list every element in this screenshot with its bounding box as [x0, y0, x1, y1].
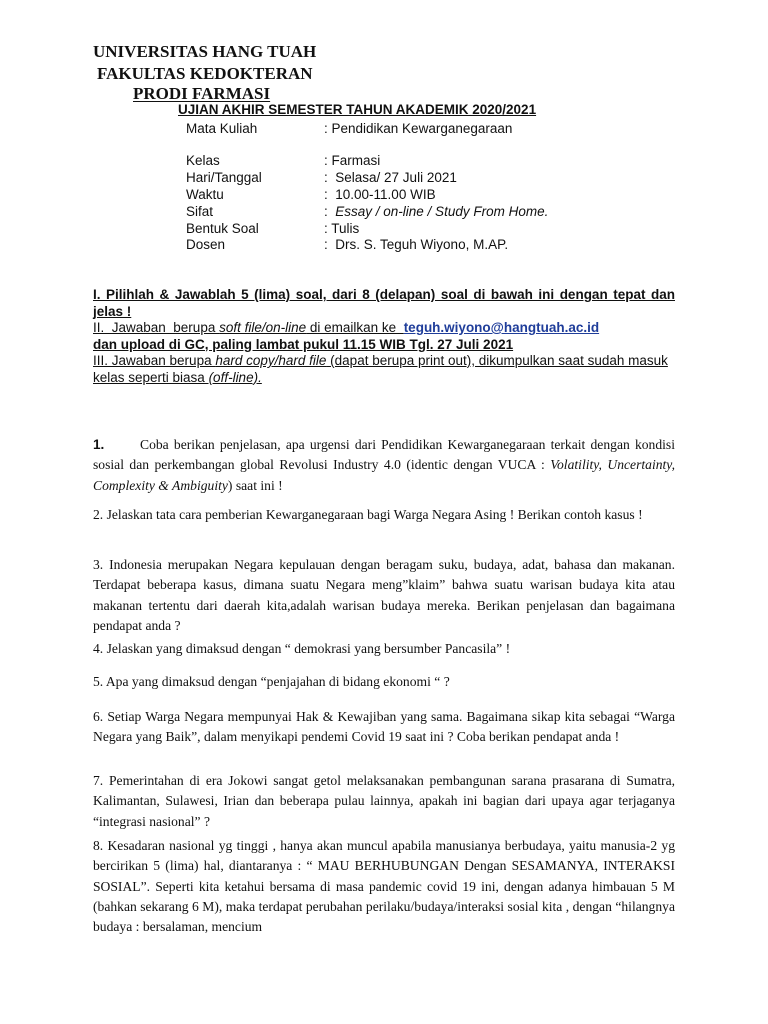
info-row-time — [186, 187, 436, 202]
question-5: 5. Apa yang dimaksud dengan “penjajahan di bidang ekonomi “ ? — [93, 674, 450, 689]
info-value: 10.00-11.00 WIB — [335, 187, 436, 202]
question-1 — [93, 435, 675, 496]
info-label: Dosen — [186, 237, 226, 252]
instruction-ii-italic: soft file/on-line — [219, 320, 307, 335]
instruction-ii-mid: di emailkan ke — [306, 320, 404, 335]
info-separator: : — [324, 170, 336, 185]
exam-title: UJIAN AKHIR SEMESTER TAHUN AKADEMIK 2020/2021 — [178, 102, 537, 117]
question-6: 6. Setiap Warga Negara mempunyai Hak & Kewajiban yang sama. Bagaimana sikap kita sebagai “Warga Negara yang Baik”, dalam menyikapi pendemi Covid 19 saat ini ? Coba berikan pendapat anda ! — [93, 709, 675, 745]
instruction-iii — [93, 353, 675, 386]
info-row-nature — [186, 204, 548, 219]
info-value: Essay / on-line / Study From Home. — [335, 204, 549, 219]
instruction-ii-deadline: dan upload di GC, paling lambat pukul 11.15 WIB Tgl. 27 Juli 2021 — [93, 336, 514, 352]
info-row-class — [186, 153, 380, 168]
question-4: 4. Jelaskan yang dimaksud dengan “ demokrasi yang bersumber Pancasila” ! — [93, 641, 511, 656]
question-7: 7. Pemerintahan di era Jokowi sangat getol melaksanakan pembangunan sarana prasarana di Sumatra, Kalimantan, Sulawesi, Irian dan beberapa pulau lainnya, apakah ini bagian dari upaya agar terjaganya “integrasi nasional” ? — [93, 773, 675, 829]
email-link[interactable]: teguh.wiyono@hangtuah.ac.id — [403, 320, 600, 335]
info-label: Kelas — [186, 153, 220, 168]
info-value: : Farmasi — [324, 153, 381, 168]
info-separator: : — [324, 187, 336, 202]
instruction-iii-italic: hard copy/hard file — [215, 353, 327, 368]
info-value: : Tulis — [324, 221, 360, 236]
info-label: Waktu — [186, 187, 224, 202]
question-3: 3. Indonesia merupakan Negara kepulauan dengan beragam suku, budaya, adat, bahasa dan makanan. Terdapat beberapa kasus, dimana suatu Negara meng”klaim” bahwa suatu warisan budaya kita atau makanan tertentu dari daerah kita,adalah warisan budaya mereka. Berikan penjelasan dan bagaimana pendapat anda ? — [93, 557, 675, 633]
question-number: 1. — [93, 437, 105, 452]
instruction-i-text: I. Pilihlah & Jawablah 5 (lima) soal, dari 8 (delapan) soal di bawah ini dengan tepat dan jelas ! — [93, 287, 675, 319]
info-row-lecturer — [186, 237, 508, 252]
faculty-name: FAKULTAS KEDOKTERAN — [97, 64, 313, 83]
info-separator: : — [324, 204, 336, 219]
info-value: Selasa/ 27 Juli 2021 — [335, 170, 457, 185]
program-name: PRODI FARMASI — [133, 84, 271, 103]
question-8: 8. Kesadaran nasional yg tinggi , hanya akan muncul apabila manusianya berbudaya, yaitu manusia-2 yg bercirikan 5 (lima) hal, diantaranya : “ MAU BERHUBUNGAN Dengan SESAMANYA, INTERAKSI SOSIAL”. Seperti kita ketahui bersama di masa pandemic covid 19 ini, dengan adanya himbauan 5 M (bahkan sekarang 6 M), maka terdapat perubahan perilaku/budaya/interaksi sosial kita , dengan “hilangnya budaya : bersalaman, mencium — [93, 838, 675, 935]
question-text-end: ) saat ini ! — [227, 477, 283, 493]
info-label: Hari/Tanggal — [186, 170, 262, 185]
question-text: Coba berikan penjelasan, apa urgensi dari Pendidikan Kewarganegaraan terkait dengan kondisi sosial dan perkembangan global Revolusi Industry 4.0 (identic dengan VUCA : — [93, 437, 675, 473]
info-value: : Pendidikan Kewarganegaraan — [324, 121, 513, 136]
question-2: 2. Jelaskan tata cara pemberian Kewarganegaraan bagi Warga Negara Asing ! Berikan contoh kasus ! — [93, 507, 643, 522]
info-row-question-type — [186, 221, 359, 236]
info-row-course — [186, 121, 512, 136]
instruction-iii-italic2: (off-line). — [208, 369, 262, 385]
info-label: Mata Kuliah — [186, 121, 258, 136]
instruction-ii-prefix: II. Jawaban berupa — [93, 320, 220, 335]
instruction-i — [93, 287, 675, 320]
question-italic-text: Volatility, Uncertainty, Complexity & Ambiguity — [93, 457, 675, 493]
instruction-ii — [93, 320, 675, 353]
university-name: UNIVERSITAS HANG TUAH — [93, 42, 317, 61]
instruction-iii-prefix: III. Jawaban berupa — [93, 353, 216, 368]
info-separator: : — [324, 237, 336, 252]
info-label: Bentuk Soal — [186, 221, 259, 236]
instruction-iii-mid: (dapat berupa print out), dikumpulkan saat sudah masuk kelas seperti biasa — [93, 353, 668, 385]
info-row-date — [186, 170, 457, 185]
info-label: Sifat — [186, 204, 214, 219]
info-value: Drs. S. Teguh Wiyono, M.AP. — [335, 237, 509, 252]
